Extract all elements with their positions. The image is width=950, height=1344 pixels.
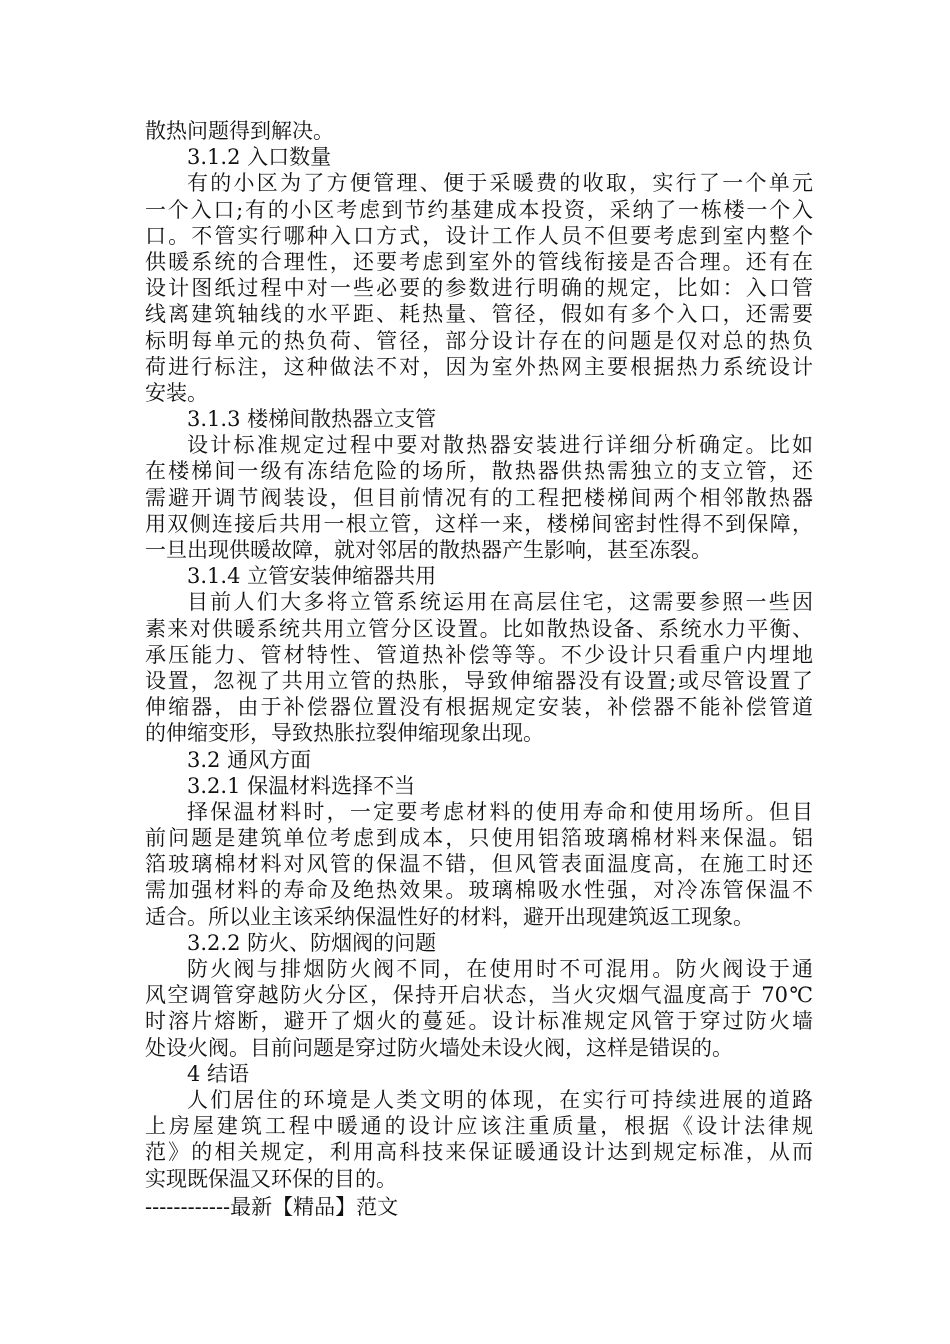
- paragraph-line: 伸缩器，由于补偿器位置没有根据规定安装，补偿器不能补偿管道: [145, 695, 813, 720]
- paragraph-line: 适合。所以业主该采纳保温性好的材料，避开出现建筑返工现象。: [145, 904, 754, 929]
- paragraph-line: 有的小区为了方便管理、便于采暖费的收取，实行了一个单元: [187, 171, 813, 196]
- section-heading: 3.2 通风方面: [187, 747, 312, 772]
- paragraph-line: 人们居住的环境是人类文明的体现，在实行可持续进展的道路: [187, 1087, 813, 1112]
- paragraph-line: 散热问题得到解决。: [145, 119, 334, 143]
- section-heading: 3.1.3 楼梯间散热器立支管: [187, 407, 437, 432]
- paragraph-line: 的伸缩变形，导致热胀拉裂伸缩现象出现。: [145, 721, 544, 746]
- paragraph-line: 线离建筑轴线的水平距、耗热量、管径，假如有多个入口，还需要: [145, 302, 813, 327]
- paragraph-line: 供暖系统的合理性，还要考虑到室外的管线衔接是否合理。还有在: [145, 249, 813, 274]
- section-heading: 4 结语: [187, 1061, 250, 1086]
- paragraph-line: 设置，忽视了共用立管的热胀，导致伸缩器没有设置;或尽管设置了: [145, 668, 813, 693]
- paragraph-line: 时溶片熔断，避开了烟火的蔓延。设计标准规定风管于穿过防火墙: [145, 1009, 813, 1034]
- paragraph-line: 标明每单元的热负荷、管径，部分设计存在的问题是仅对总的热负: [145, 328, 813, 353]
- paragraph-line: 安装。: [145, 380, 208, 405]
- section-heading: 3.2.2 防火、防烟阀的问题: [187, 930, 437, 955]
- paragraph-line: 设计标准规定过程中要对散热器安装进行详细分析确定。比如: [187, 433, 813, 458]
- paragraph-line: 目前人们大多将立管系统运用在高层住宅，这需要参照一些因: [187, 590, 813, 615]
- paragraph-line: 需加强材料的寿命及绝热效果。玻璃棉吸水性强，对冷冻管保温不: [145, 878, 813, 903]
- section-heading: 3.1.4 立管安装伸缩器共用: [187, 564, 437, 589]
- paragraph-line: 口。不管实行哪种入口方式，设计工作人员不但要考虑到室内整个: [145, 223, 813, 248]
- paragraph-line: 上房屋建筑工程中暖通的设计应该注重质量，根据《设计法律规: [145, 1114, 813, 1139]
- footer-watermark-text: ------------最新【精品】范文: [145, 1195, 399, 1219]
- paragraph-line: 一个入口;有的小区考虑到节约基建成本投资，采纳了一栋楼一个入: [145, 197, 813, 222]
- paragraph-line: 范》的相关规定，利用高科技来保证暖通设计达到规定标准，从而: [145, 1140, 813, 1165]
- paragraph-line: 风空调管穿越防火分区，保持开启状态，当火灾烟气温度高于 70℃: [145, 983, 813, 1008]
- paragraph-line: 素来对供暖系统共用立管分区设置。比如散热设备、系统水力平衡、: [145, 616, 813, 641]
- paragraph-line: 用双侧连接后共用一根立管，这样一来，楼梯间密封性得不到保障，: [145, 511, 813, 536]
- document-body: [145, 118, 813, 1192]
- paragraph-line: 荷进行标注，这种做法不对，因为室外热网主要根据热力系统设计: [145, 354, 813, 379]
- paragraph-line: 需避开调节阀装设，但目前情况有的工程把楼梯间两个相邻散热器: [145, 485, 813, 510]
- paragraph-line: 箔玻璃棉材料对风管的保温不错，但风管表面温度高，在施工时还: [145, 852, 813, 877]
- paragraph-line: 在楼梯间一级有冻结危险的场所，散热器供热需独立的支立管，还: [145, 459, 813, 484]
- paragraph-line: 防火阀与排烟防火阀不同，在使用时不可混用。防火阀设于通: [187, 957, 813, 981]
- paragraph-line: 处设火阀。目前问题是穿过防火墙处未设火阀，这样是错误的。: [145, 1035, 733, 1060]
- paragraph-line: 设计图纸过程中对一些必要的参数进行明确的规定，比如：入口管: [145, 276, 813, 301]
- section-heading: 3.1.2 入口数量: [187, 145, 332, 170]
- paragraph-line: 一旦出现供暖故障，就对邻居的散热器产生影响，甚至冻裂。: [145, 538, 712, 562]
- paragraph-line: 择保温材料时，一定要考虑材料的使用寿命和使用场所。但目: [187, 799, 813, 824]
- paragraph-line: 承压能力、管材特性、管道热补偿等等。不少设计只看重户内埋地: [145, 642, 813, 667]
- paragraph-line: 实现既保温又环保的目的。: [145, 1166, 397, 1191]
- paragraph-line: 前问题是建筑单位考虑到成本，只使用铝箔玻璃棉材料来保温。铝: [145, 826, 813, 851]
- section-heading: 3.2.1 保温材料选择不当: [187, 773, 416, 798]
